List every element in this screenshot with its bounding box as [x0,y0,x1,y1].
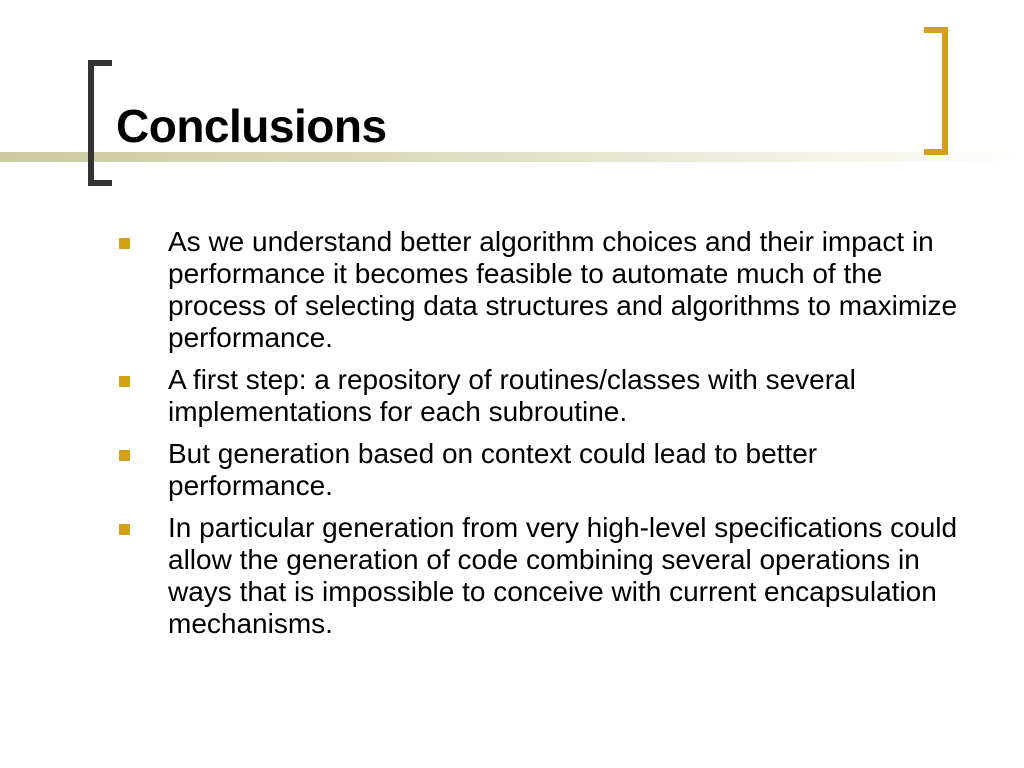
title-underline-rule [0,152,1024,162]
bullet-text: A first step: a repository of routines/classes with several implementations for each subroutine. [168,364,856,427]
left-bracket-decoration [88,60,112,186]
bullet-item [116,226,966,354]
right-bracket-decoration [924,27,948,155]
square-bullet-icon [119,238,130,249]
bullet-item [116,438,966,502]
square-bullet-icon [119,524,130,535]
square-bullet-icon [119,450,130,461]
slide-title: Conclusions [116,100,387,152]
square-bullet-icon [119,376,130,387]
bullet-item [116,364,966,428]
bullet-text: But generation based on context could lead to better performance. [168,438,818,501]
bullet-list [116,226,966,650]
bullet-text: In particular generation from very high-level specifications could allow the generation of code combining several operations in ways that is impossible to conceive with current encapsulation mechanisms. [168,512,958,639]
bullet-item [116,512,966,640]
bullet-text: As we understand better algorithm choices and their impact in performance it becomes feasible to automate much of the process of selecting data structures and algorithms to maximize performance. [168,226,958,353]
